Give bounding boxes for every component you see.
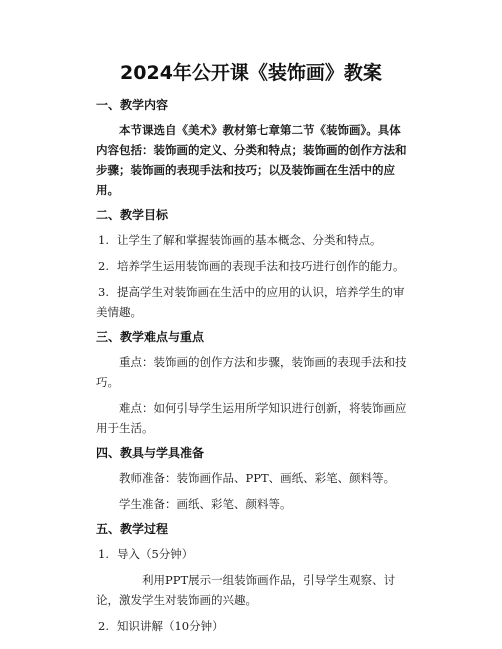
step-text: 导入（5分钟） [116, 547, 194, 561]
goal-item-3 [96, 282, 408, 322]
goal-text: 培养学生运用装饰画的表现手法和技巧进行创作的能力。 [116, 259, 405, 273]
focus-paragraph: 重点：装饰画的创作方法和步骤，装饰画的表现手法和技巧。 [96, 355, 407, 389]
goal-number: 1. [98, 233, 109, 247]
content-paragraph: 本节课选自《美术》教材第七章第二节《装饰画》。具体内容包括：装饰画的定义、分类和特点；装饰画的创作方法和步骤；装饰画的表现手法和技巧；以及装饰画在生活中的应用。 [96, 123, 407, 197]
step-text: 知识讲解（10分钟） [116, 619, 224, 633]
process-step-1-detail: 利用PPT展示一组装饰画作品，引导学生观察、讨论，激发学生对装饰画的兴趣。 [96, 573, 396, 607]
document-body [96, 96, 408, 642]
goal-number: 2. [98, 259, 109, 273]
step-number: 2. [98, 619, 109, 633]
goal-item-2 [96, 256, 408, 276]
document-title: 2024年公开课《装饰画》教案 [120, 62, 382, 84]
student-materials-paragraph: 学生准备：画纸、彩笔、颜料等。 [119, 497, 292, 511]
goal-item-1 [96, 230, 408, 250]
section-heading-content: 一、教学内容 [96, 98, 169, 112]
goal-text: 让学生了解和掌握装饰画的基本概念、分类和特点。 [116, 233, 382, 247]
difficulty-paragraph: 难点：如何引导学生运用所学知识进行创新，将装饰画应用于生活。 [96, 401, 407, 435]
section-heading-focus: 三、教学难点与重点 [96, 330, 205, 344]
process-step-1 [96, 544, 408, 564]
goal-text: 提高学生对装饰画在生活中的应用的认识，培养学生的审美情趣。 [96, 285, 405, 319]
teacher-materials-paragraph: 教师准备：装饰画作品、PPT、画纸、彩笔、颜料等。 [119, 471, 396, 485]
section-heading-materials: 四、教具与学具准备 [96, 446, 205, 460]
section-heading-process: 五、教学过程 [96, 522, 169, 536]
section-heading-goals: 二、教学目标 [96, 208, 169, 222]
step-number: 1. [98, 547, 109, 561]
goal-number: 3. [98, 285, 109, 299]
process-step-2 [96, 616, 408, 636]
